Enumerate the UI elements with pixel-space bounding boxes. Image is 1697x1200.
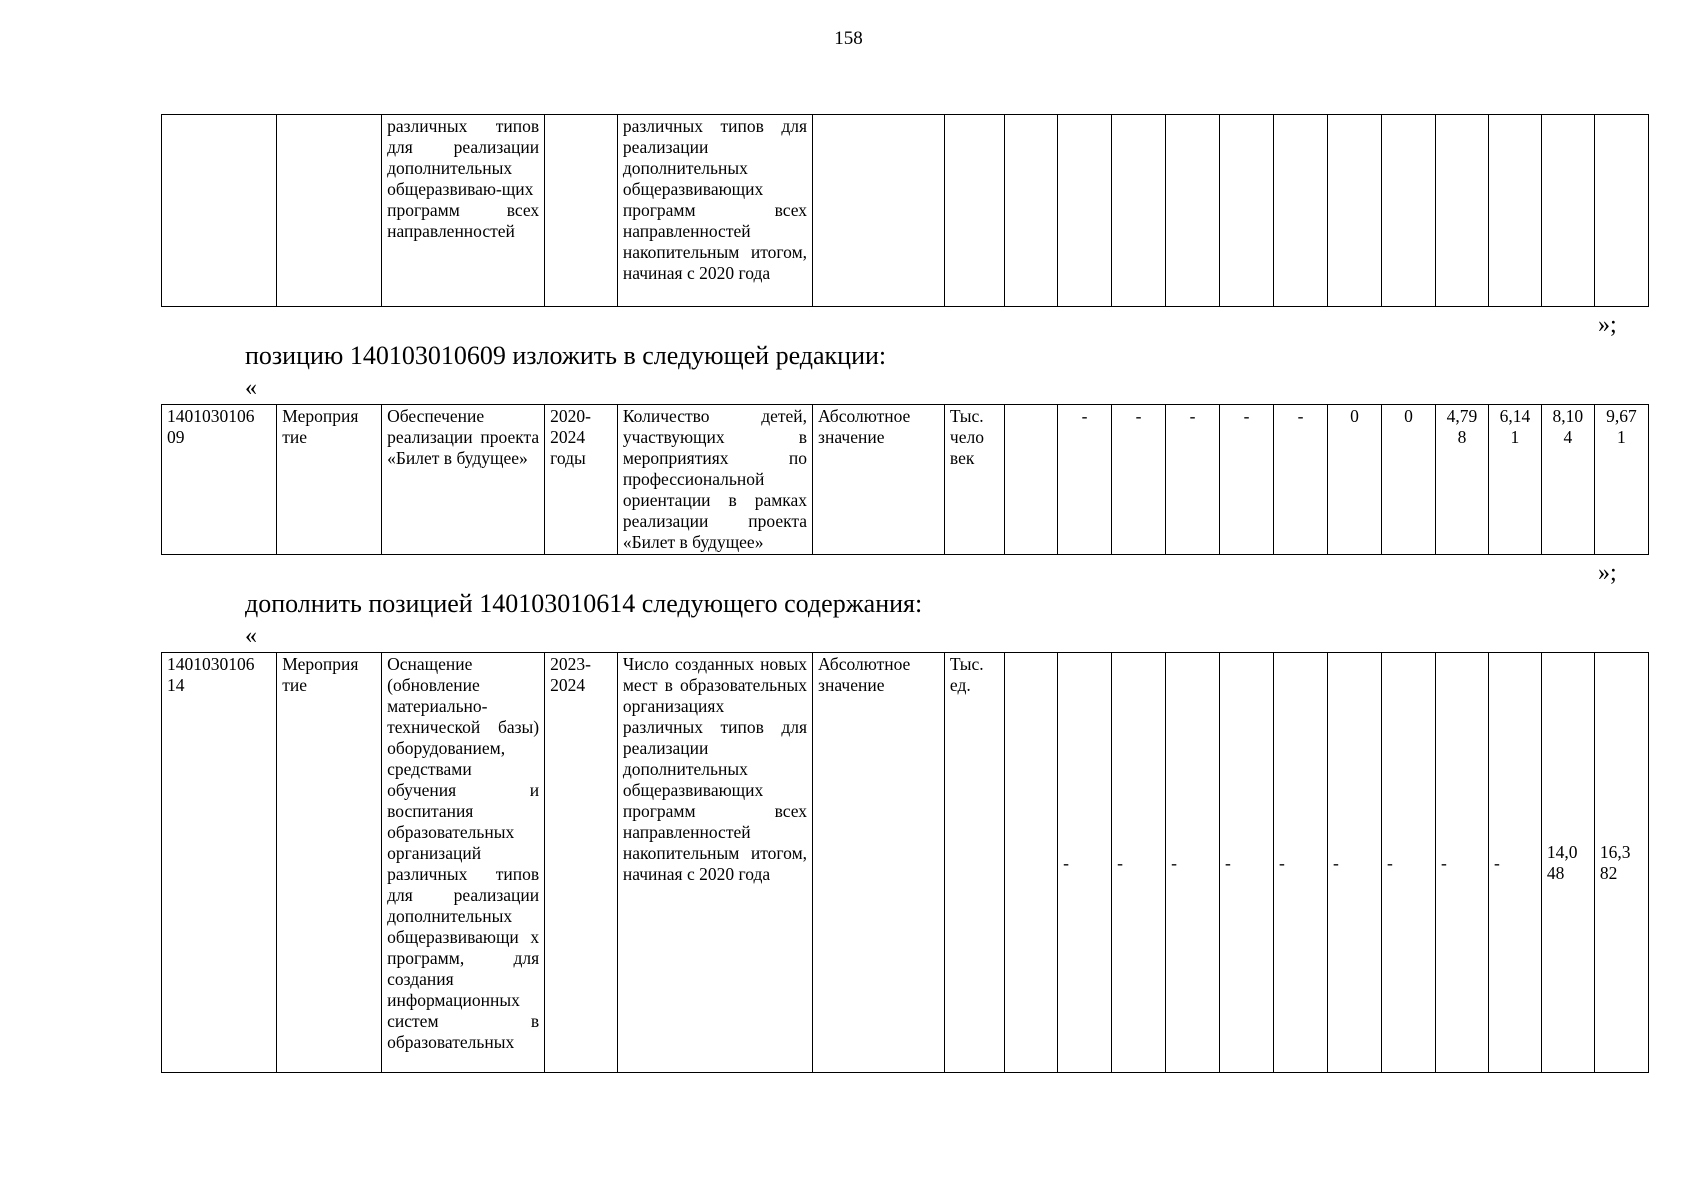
cell-period: 2023-2024 <box>545 653 618 1073</box>
cell-indicator: различных типов для реализации дополнительных общеразвивающих программ всех направленностей накопительным итогом, начиная с 2020 года <box>617 115 812 307</box>
cell-value: - <box>1328 653 1382 1073</box>
cell-empty <box>277 115 382 307</box>
cell-name: Обеспечение реализации проекта «Билет в будущее» <box>382 405 545 555</box>
cell-value: 0 <box>1328 405 1382 555</box>
cell-empty <box>1166 115 1220 307</box>
cell-unit: Тыс. чело век <box>944 405 1004 555</box>
cell-value: 4,79 8 <box>1435 405 1488 555</box>
cell-value: - <box>1058 653 1112 1073</box>
closing-quote: »; <box>1598 312 1617 338</box>
cell-value: 6,14 1 <box>1488 405 1541 555</box>
cell-value: - <box>1274 653 1328 1073</box>
cell-empty <box>1594 115 1648 307</box>
cell-empty <box>944 115 1004 307</box>
table-continuation <box>161 114 1649 307</box>
cell-value: - <box>1166 405 1220 555</box>
cell-name: Оснащение (обновление материально-технической базы) оборудованием, средствами обучения и воспитания образовательных организаций различных типов для реализации дополнительных общеразвивающи х программ, для создания информационных систем в образовательных <box>382 653 545 1073</box>
cell-empty <box>813 115 945 307</box>
opening-quote: « <box>245 623 257 649</box>
cell-empty <box>545 115 618 307</box>
cell-empty <box>1382 115 1436 307</box>
cell-value: - <box>1274 405 1328 555</box>
cell-value: - <box>1166 653 1220 1073</box>
cell-empty <box>1488 115 1541 307</box>
cell-unit: Тыс. ед. <box>944 653 1004 1073</box>
cell-value: - <box>1112 653 1166 1073</box>
table-position-614 <box>161 652 1649 1073</box>
cell-empty <box>1328 115 1382 307</box>
table-row <box>162 653 1649 1073</box>
cell-empty <box>1435 115 1488 307</box>
cell-empty <box>1058 115 1112 307</box>
cell-value: 14,0 48 <box>1541 653 1594 1073</box>
cell-value: - <box>1112 405 1166 555</box>
cell-code: 1401030106 14 <box>162 653 277 1073</box>
table-row <box>162 405 1649 555</box>
page-number: 158 <box>834 28 863 49</box>
cell-value: 9,67 1 <box>1594 405 1648 555</box>
cell-empty <box>1274 115 1328 307</box>
closing-quote: »; <box>1598 560 1617 586</box>
cell-empty <box>1112 115 1166 307</box>
cell-value <box>1005 405 1058 555</box>
cell-name: различных типов для реализации дополнительных общеразвиваю-щих программ всех направленностей <box>382 115 545 307</box>
cell-value: 0 <box>1382 405 1436 555</box>
cell-value <box>1005 653 1058 1073</box>
cell-empty <box>1005 115 1058 307</box>
cell-value: - <box>1488 653 1541 1073</box>
cell-period: 2020-2024 годы <box>545 405 618 555</box>
cell-value: - <box>1435 653 1488 1073</box>
cell-indicator: Число созданных новых мест в образовательных организациях различных типов для реализации дополнительных общеразвивающих программ всех направленностей накопительным итогом, начиная с 2020 года <box>617 653 812 1073</box>
cell-type: Мероприя тие <box>277 405 382 555</box>
cell-value: 8,10 4 <box>1541 405 1594 555</box>
cell-empty <box>162 115 277 307</box>
cell-value: - <box>1058 405 1112 555</box>
paragraph-replace-position: позицию 140103010609 изложить в следующей редакции: <box>245 341 887 370</box>
cell-value: - <box>1220 405 1274 555</box>
paragraph-add-position: дополнить позицией 140103010614 следующего содержания: <box>245 589 923 618</box>
table-position-609 <box>161 404 1649 555</box>
cell-value-type: Абсолютное значение <box>813 653 945 1073</box>
cell-empty <box>1541 115 1594 307</box>
cell-code: 1401030106 09 <box>162 405 277 555</box>
cell-empty <box>1220 115 1274 307</box>
cell-type: Мероприя тие <box>277 653 382 1073</box>
opening-quote: « <box>245 375 257 401</box>
cell-value-type: Абсолютное значение <box>813 405 945 555</box>
cell-indicator: Количество детей, участвующих в мероприятиях по профессиональной ориентации в рамках реализации проекта «Билет в будущее» <box>617 405 812 555</box>
cell-value: - <box>1382 653 1436 1073</box>
cell-value: 16,3 82 <box>1594 653 1648 1073</box>
cell-value: - <box>1220 653 1274 1073</box>
